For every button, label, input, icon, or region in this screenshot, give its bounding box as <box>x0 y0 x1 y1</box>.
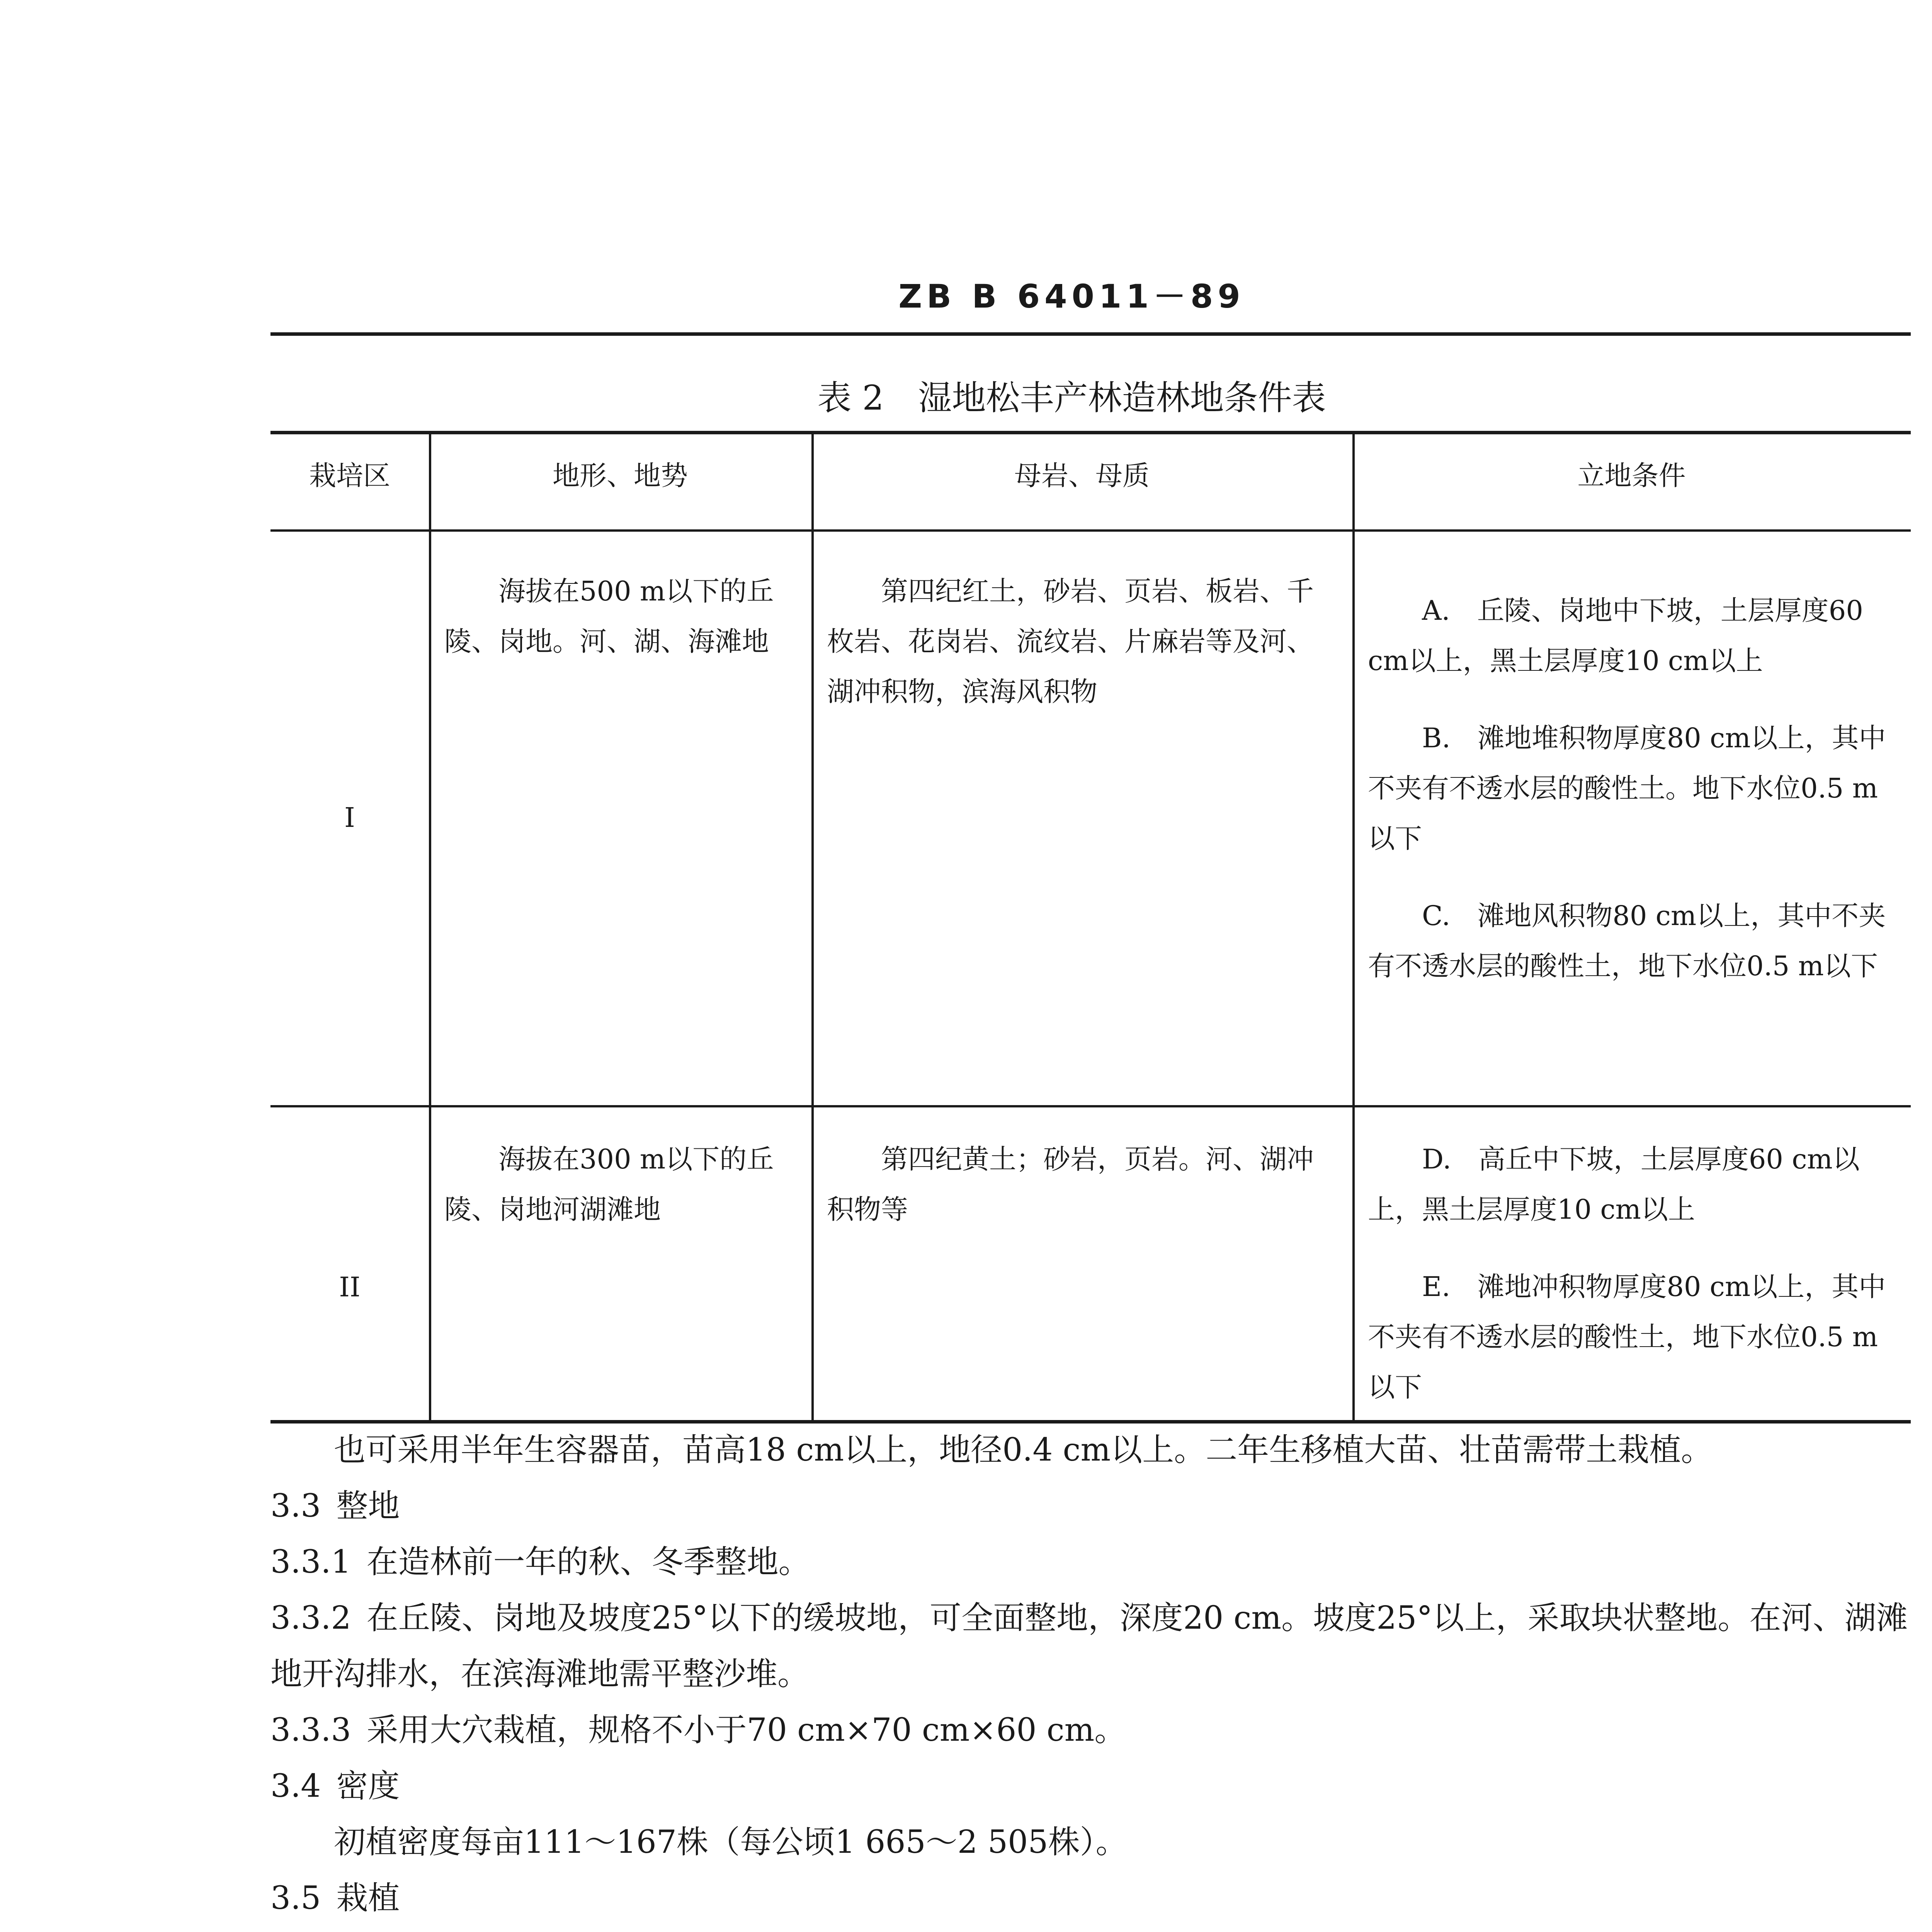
section-heading: 3.3 整地 <box>270 1488 400 1524</box>
section-heading: 3.4 密度 <box>270 1768 400 1804</box>
parent-rock-cell: 第四纪红土，砂岩、页岩、板岩、千枚岩、花岗岩、流纹岩、片麻岩等及河、湖冲积物，滨海风积物 <box>827 575 1314 707</box>
column-header-terrain: 地形、地势 <box>553 460 688 492</box>
table-column-divider <box>1352 431 1355 1423</box>
standard-code: ZB B 64011－89 <box>898 277 1245 315</box>
table-row-divider <box>270 1105 1911 1107</box>
condition-item: A. 丘陵、岗地中下坡，土层厚度60 cm以上，黑土层厚度10 cm以上 <box>1368 595 1863 677</box>
condition-item: E. 滩地冲积物厚度80 cm以上，其中不夹有不透水层的酸性土，地下水位0.5 m以下 <box>1368 1271 1886 1403</box>
table-caption: 表 2 湿地松丰产林造林地条件表 <box>817 378 1326 418</box>
table-column-divider <box>811 431 814 1423</box>
paragraph: 也可采用半年生容器苗，苗高18 cm以上，地径0.4 cm以上。二年生移植大苗、壮苗需带土栽植。 <box>334 1432 1713 1468</box>
condition-item: C. 滩地风积物80 cm以上，其中不夹有不透水层的酸性土，地下水位0.5 m以下 <box>1368 900 1886 982</box>
condition-item: B. 滩地堆积物厚度80 cm以上，其中不夹有不透水层的酸性土。地下水位0.5 m以下 <box>1368 722 1886 854</box>
paragraph: 初植密度每亩111～167株（每公顷1 665～2 505株）。 <box>334 1824 1128 1861</box>
clause: 3.3.1 在造林前一年的秋、冬季整地。 <box>270 1544 810 1580</box>
table-top-border <box>270 431 1911 434</box>
column-header-site-conditions: 立地条件 <box>1577 460 1686 492</box>
table-header-border <box>270 529 1911 532</box>
column-header-zone: 栽培区 <box>309 460 390 492</box>
site-conditions-cell <box>1368 585 1895 1018</box>
clause: 3.3.2 在丘陵、岗地及坡度25°以下的缓坡地，可全面整地，深度20 cm。坡度25°以上，采取块状整地。在河、湖滩地开沟排水，在滨海滩地需平整沙堆。 <box>270 1600 1908 1692</box>
table-column-divider <box>429 431 431 1423</box>
clause <box>270 1926 1913 1932</box>
site-conditions-cell <box>1368 1134 1895 1439</box>
terrain-cell: 海拔在300 m以下的丘陵、岗地河湖滩地 <box>444 1143 774 1225</box>
column-header-parent-rock: 母岩、母质 <box>1014 460 1150 492</box>
condition-item: D. 高丘中下坡，土层厚度60 cm以上，黑土层厚度10 cm以上 <box>1368 1143 1860 1225</box>
body-text <box>270 1422 1913 1932</box>
terrain-cell: 海拔在500 m以下的丘陵、岗地。河、湖、海滩地 <box>444 575 774 657</box>
zone-label: II <box>339 1271 361 1303</box>
header-rule <box>270 332 1911 336</box>
zone-label: I <box>344 802 355 833</box>
site-conditions-table <box>270 431 1911 1424</box>
section-heading: 3.5 栽植 <box>270 1880 400 1917</box>
clause: 3.3.3 采用大穴栽植，规格不小于70 cm×70 cm×60 cm。 <box>270 1712 1126 1748</box>
parent-rock-cell: 第四纪黄土；砂岩，页岩。河、湖冲积物等 <box>827 1143 1314 1225</box>
